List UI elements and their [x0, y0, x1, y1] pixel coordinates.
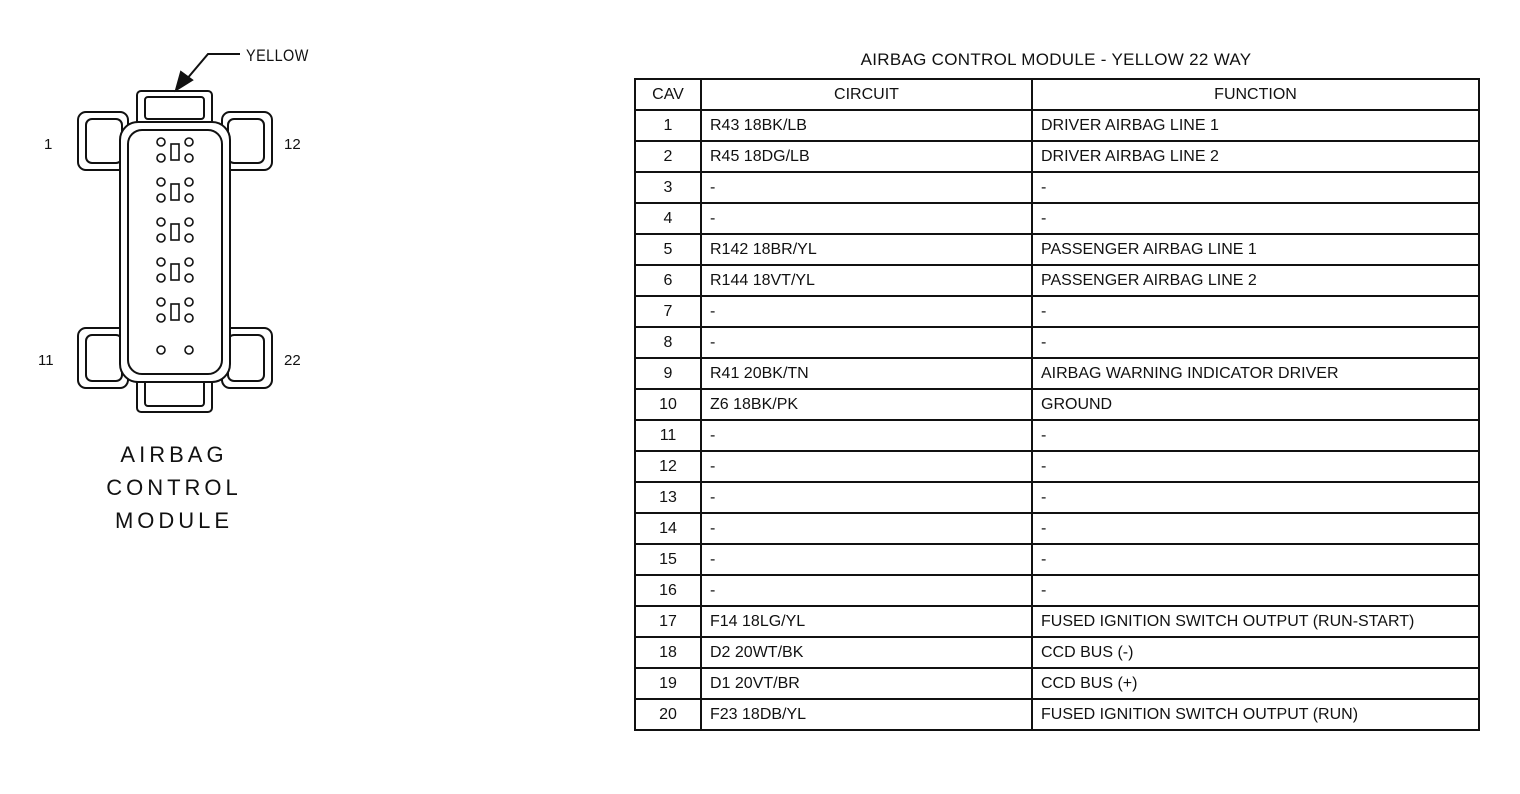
- table-row: [635, 575, 1479, 606]
- cell-cav: 10: [635, 389, 701, 420]
- cell-function: -: [1032, 327, 1479, 358]
- table-row: [635, 110, 1479, 141]
- table-row: [635, 358, 1479, 389]
- cell-function: -: [1032, 296, 1479, 327]
- cell-cav: 17: [635, 606, 701, 637]
- caption-line-2: CONTROL: [106, 475, 242, 500]
- cell-circuit: Z6 18BK/PK: [701, 389, 1032, 420]
- cell-function: -: [1032, 451, 1479, 482]
- cell-circuit: R45 18DG/LB: [701, 141, 1032, 172]
- connector-color-label: YELLOW: [246, 46, 309, 65]
- table-row: [635, 327, 1479, 358]
- header-circuit: CIRCUIT: [701, 79, 1032, 110]
- cell-function: CCD BUS (-): [1032, 637, 1479, 668]
- cell-cav: 11: [635, 420, 701, 451]
- table-row: [635, 482, 1479, 513]
- cell-function: PASSENGER AIRBAG LINE 2: [1032, 265, 1479, 296]
- cell-function: -: [1032, 482, 1479, 513]
- cell-cav: 13: [635, 482, 701, 513]
- table-row: [635, 699, 1479, 730]
- cell-function: CCD BUS (+): [1032, 668, 1479, 699]
- table-header-row: [635, 79, 1479, 110]
- pinout-table: [634, 78, 1480, 731]
- table-row: [635, 172, 1479, 203]
- cell-circuit: -: [701, 296, 1032, 327]
- cell-circuit: -: [701, 482, 1032, 513]
- table-row: [635, 513, 1479, 544]
- cell-function: DRIVER AIRBAG LINE 1: [1032, 110, 1479, 141]
- cell-circuit: -: [701, 420, 1032, 451]
- table-row: [635, 637, 1479, 668]
- table-row: [635, 451, 1479, 482]
- cell-circuit: R43 18BK/LB: [701, 110, 1032, 141]
- cell-circuit: -: [701, 451, 1032, 482]
- cell-cav: 4: [635, 203, 701, 234]
- cell-function: -: [1032, 575, 1479, 606]
- cell-circuit: -: [701, 327, 1032, 358]
- cell-function: FUSED IGNITION SWITCH OUTPUT (RUN): [1032, 699, 1479, 730]
- cell-circuit: R41 20BK/TN: [701, 358, 1032, 389]
- pin-label-11: 11: [38, 352, 54, 369]
- cell-circuit: D1 20VT/BR: [701, 668, 1032, 699]
- yellow-leader-line: [186, 54, 240, 80]
- caption-line-1: AIRBAG: [120, 442, 228, 467]
- cell-function: AIRBAG WARNING INDICATOR DRIVER: [1032, 358, 1479, 389]
- cell-circuit: -: [701, 513, 1032, 544]
- table-row: [635, 606, 1479, 637]
- cell-cav: 6: [635, 265, 701, 296]
- module-caption: [90, 438, 258, 537]
- cell-circuit: -: [701, 544, 1032, 575]
- cell-cav: 3: [635, 172, 701, 203]
- cell-cav: 12: [635, 451, 701, 482]
- cell-cav: 2: [635, 141, 701, 172]
- cell-cav: 5: [635, 234, 701, 265]
- cell-cav: 9: [635, 358, 701, 389]
- cell-cav: 15: [635, 544, 701, 575]
- cell-cav: 7: [635, 296, 701, 327]
- cell-cav: 19: [635, 668, 701, 699]
- cell-circuit: -: [701, 203, 1032, 234]
- table-row: [635, 141, 1479, 172]
- table-row: [635, 389, 1479, 420]
- cell-circuit: F23 18DB/YL: [701, 699, 1032, 730]
- cell-function: FUSED IGNITION SWITCH OUTPUT (RUN-START): [1032, 606, 1479, 637]
- cell-function: DRIVER AIRBAG LINE 2: [1032, 141, 1479, 172]
- cell-cav: 16: [635, 575, 701, 606]
- cell-function: -: [1032, 203, 1479, 234]
- caption-line-3: MODULE: [114, 508, 234, 533]
- header-function: FUNCTION: [1032, 79, 1479, 110]
- cell-function: -: [1032, 420, 1479, 451]
- cell-cav: 14: [635, 513, 701, 544]
- cell-function: -: [1032, 172, 1479, 203]
- cell-cav: 20: [635, 699, 701, 730]
- table-row: [635, 234, 1479, 265]
- cell-circuit: R144 18VT/YL: [701, 265, 1032, 296]
- cell-cav: 8: [635, 327, 701, 358]
- cell-function: GROUND: [1032, 389, 1479, 420]
- cell-circuit: R142 18BR/YL: [701, 234, 1032, 265]
- pin-label-1: 1: [44, 136, 53, 153]
- table-row: [635, 296, 1479, 327]
- cell-function: PASSENGER AIRBAG LINE 1: [1032, 234, 1479, 265]
- cell-function: -: [1032, 544, 1479, 575]
- cell-circuit: -: [701, 575, 1032, 606]
- table-row: [635, 203, 1479, 234]
- connector-drawing: [0, 0, 600, 794]
- table-row: [635, 420, 1479, 451]
- table-row: [635, 668, 1479, 699]
- cell-circuit: F14 18LG/YL: [701, 606, 1032, 637]
- pin-label-22: 22: [284, 352, 301, 369]
- cell-cav: 1: [635, 110, 701, 141]
- table-row: [635, 544, 1479, 575]
- table-title: AIRBAG CONTROL MODULE - YELLOW 22 WAY: [860, 50, 1252, 69]
- cell-circuit: D2 20WT/BK: [701, 637, 1032, 668]
- cell-cav: 18: [635, 637, 701, 668]
- cell-circuit: -: [701, 172, 1032, 203]
- cell-function: -: [1032, 513, 1479, 544]
- header-cav: CAV: [635, 79, 701, 110]
- table-row: [635, 265, 1479, 296]
- pin-label-12: 12: [284, 136, 301, 153]
